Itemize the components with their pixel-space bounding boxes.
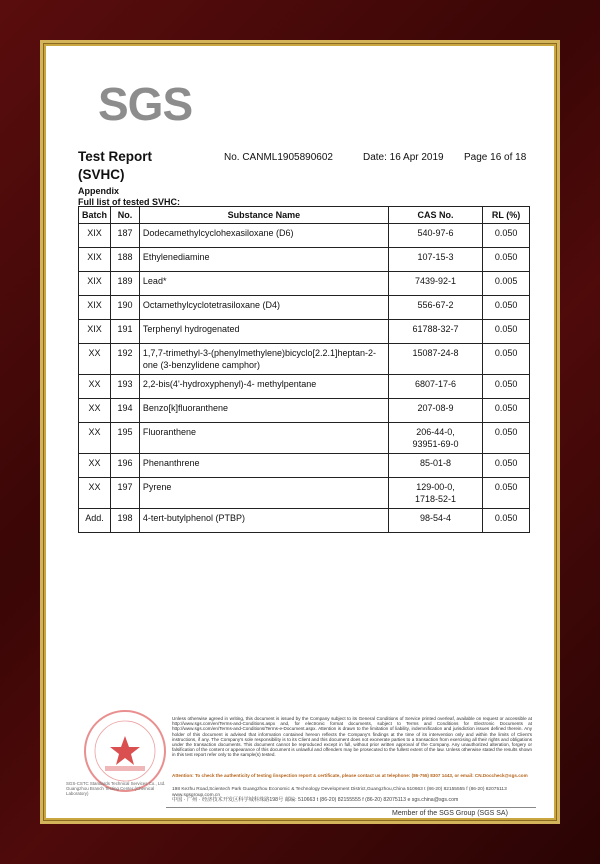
cell-cas-no: 540-97-6	[388, 224, 482, 248]
cell-cas-no: 206-44-0, 93951-69-0	[388, 423, 482, 454]
cell-batch: XIX	[79, 296, 111, 320]
table-row	[79, 399, 530, 423]
cell-batch: XX	[79, 423, 111, 454]
cell-batch: XX	[79, 399, 111, 423]
cell-substance-name: Phenanthrene	[139, 454, 388, 478]
cell-no: 192	[111, 344, 140, 375]
cell-rl: 0.050	[483, 423, 530, 454]
table-row	[79, 296, 530, 320]
cell-substance-name: Ethylenediamine	[139, 248, 388, 272]
cell-cas-no: 129-00-0, 1718-52-1	[388, 478, 482, 509]
appendix-heading: Appendix	[78, 186, 120, 196]
col-substance: Substance Name	[139, 207, 388, 224]
svhc-table	[78, 206, 530, 533]
cell-batch: XX	[79, 375, 111, 399]
cell-no: 188	[111, 248, 140, 272]
report-date: Date: 16 Apr 2019	[363, 152, 444, 163]
table-header-row	[79, 207, 530, 224]
table-row	[79, 509, 530, 533]
address-english: 198 Kezhu Road,Scientech Park Guangzhou Economic & Technology Development District,Guangzhou,China 510663 t (86-20) 82155555 f (86-20) 82075113 www.sgsgroup.com.cn	[172, 787, 507, 798]
cell-cas-no: 556-67-2	[388, 296, 482, 320]
cell-no: 189	[111, 272, 140, 296]
col-cas: CAS No.	[388, 207, 482, 224]
cell-rl: 0.050	[483, 478, 530, 509]
cell-batch: XIX	[79, 272, 111, 296]
cell-substance-name: 4-tert-butylphenol (PTBP)	[139, 509, 388, 533]
cell-substance-name: 1,7,7-trimethyl-3-(phenylmethylene)bicyclo[2.2.1]heptan-2-one (3-benzylidene camphor)	[139, 344, 388, 375]
cell-cas-no: 207-08-9	[388, 399, 482, 423]
footer-rule	[166, 807, 536, 808]
cell-rl: 0.050	[483, 399, 530, 423]
cell-batch: Add.	[79, 509, 111, 533]
cell-no: 197	[111, 478, 140, 509]
cell-rl: 0.050	[483, 320, 530, 344]
cell-batch: XX	[79, 478, 111, 509]
cell-cas-no: 6807-17-6	[388, 375, 482, 399]
report-subtitle: (SVHC)	[78, 167, 125, 182]
cell-rl: 0.050	[483, 344, 530, 375]
cell-cas-no: 7439-92-1	[388, 272, 482, 296]
cell-no: 190	[111, 296, 140, 320]
authenticity-notice: Attention: To check the authenticity of testing /inspection report & certificate, please contact us at telephone: (86-755) 8307 1443, or email: CN.Doccheck@sgs.com	[172, 773, 528, 778]
cell-substance-name: Terphenyl hydrogenated	[139, 320, 388, 344]
table-row	[79, 248, 530, 272]
table-row	[79, 320, 530, 344]
report-number: No. CANML1905890602	[224, 152, 333, 163]
table-row	[79, 272, 530, 296]
table-row	[79, 344, 530, 375]
cell-cas-no: 107-15-3	[388, 248, 482, 272]
cell-rl: 0.050	[483, 375, 530, 399]
cell-no: 194	[111, 399, 140, 423]
table-row	[79, 375, 530, 399]
cell-rl: 0.050	[483, 248, 530, 272]
cell-rl: 0.050	[483, 509, 530, 533]
col-no: No.	[111, 207, 140, 224]
cell-no: 198	[111, 509, 140, 533]
cell-no: 187	[111, 224, 140, 248]
cell-rl: 0.050	[483, 454, 530, 478]
cell-rl: 0.050	[483, 224, 530, 248]
cell-substance-name: Pyrene	[139, 478, 388, 509]
cell-substance-name: 2,2-bis(4'-hydroxyphenyl)-4- methylpentane	[139, 375, 388, 399]
cell-no: 195	[111, 423, 140, 454]
cell-no: 196	[111, 454, 140, 478]
cell-batch: XIX	[79, 224, 111, 248]
page-number: Page 16 of 18	[464, 152, 527, 163]
report-title: Test Report	[78, 149, 153, 164]
cell-substance-name: Benzo[k]fluoranthene	[139, 399, 388, 423]
cell-substance-name: Dodecamethylcyclohexasiloxane (D6)	[139, 224, 388, 248]
cell-batch: XX	[79, 454, 111, 478]
table-row	[79, 224, 530, 248]
cell-batch: XIX	[79, 320, 111, 344]
col-rl: RL (%)	[483, 207, 530, 224]
cell-cas-no: 61788-32-7	[388, 320, 482, 344]
cell-batch: XX	[79, 344, 111, 375]
list-heading: Full list of tested SVHC:	[78, 197, 181, 207]
sgs-logo	[98, 79, 208, 129]
document-page	[46, 46, 554, 818]
cell-cas-no: 85-01-8	[388, 454, 482, 478]
cell-cas-no: 15087-24-8	[388, 344, 482, 375]
seal-caption: SGS-CSTC Standards Technical Services Co., Ltd. Guangzhou Branch Testing Center (Chemical Laboratory)	[66, 781, 166, 796]
cell-substance-name: Octamethylcyclotetrasiloxane (D4)	[139, 296, 388, 320]
table-row	[79, 478, 530, 509]
cell-no: 193	[111, 375, 140, 399]
cell-no: 191	[111, 320, 140, 344]
cell-substance-name: Lead*	[139, 272, 388, 296]
cell-rl: 0.005	[483, 272, 530, 296]
address-chinese: 中国 · 广州 · 经济技术开发区科学城科珠路198号 邮编: 510663 t (86-20) 82155555 f (86-20) 82075113 e sgs.china@sgs.com	[172, 797, 459, 803]
col-batch: Batch	[79, 207, 111, 224]
table-row	[79, 454, 530, 478]
cell-rl: 0.050	[483, 296, 530, 320]
legal-disclaimer: Unless otherwise agreed in writing, this document is issued by the Company subject to its General Conditions of Service printed overleaf, available on request or accessible at http://www.sgs.com/en/Terms-and-Conditions.aspx and, for electronic format documents, subject to Terms and Conditions for Electronic Documents at http://www.sgs.com/en/Terms-and-Conditions/Terms-e-Document.aspx. Attention is drawn to the limitation of liability, indemnification and jurisdiction issues defined therein. Any holder of this document is advised that information contained hereon reflects the Company's findings at the time of its intervention only and within the limits of Client's instructions, if any. The Company's sole responsibility is to its Client and this document does not exonerate parties to a transaction from exercising all their rights and obligations under the transaction documents. This document cannot be reproduced except in full, without prior written approval of the Company. Any unauthorized alteration, forgery or falsification of the content or appearance of this document is unlawful and offenders may be prosecuted to the fullest extent of the law. Unless otherwise stated the results shown in this test report refer only to the sample(s) tested.	[172, 716, 532, 758]
cell-cas-no: 98-54-4	[388, 509, 482, 533]
table-row	[79, 423, 530, 454]
sgs-logo-text: SGS	[98, 78, 193, 130]
cell-substance-name: Fluoranthene	[139, 423, 388, 454]
cell-batch: XIX	[79, 248, 111, 272]
member-note: Member of the SGS Group (SGS SA)	[392, 810, 508, 817]
